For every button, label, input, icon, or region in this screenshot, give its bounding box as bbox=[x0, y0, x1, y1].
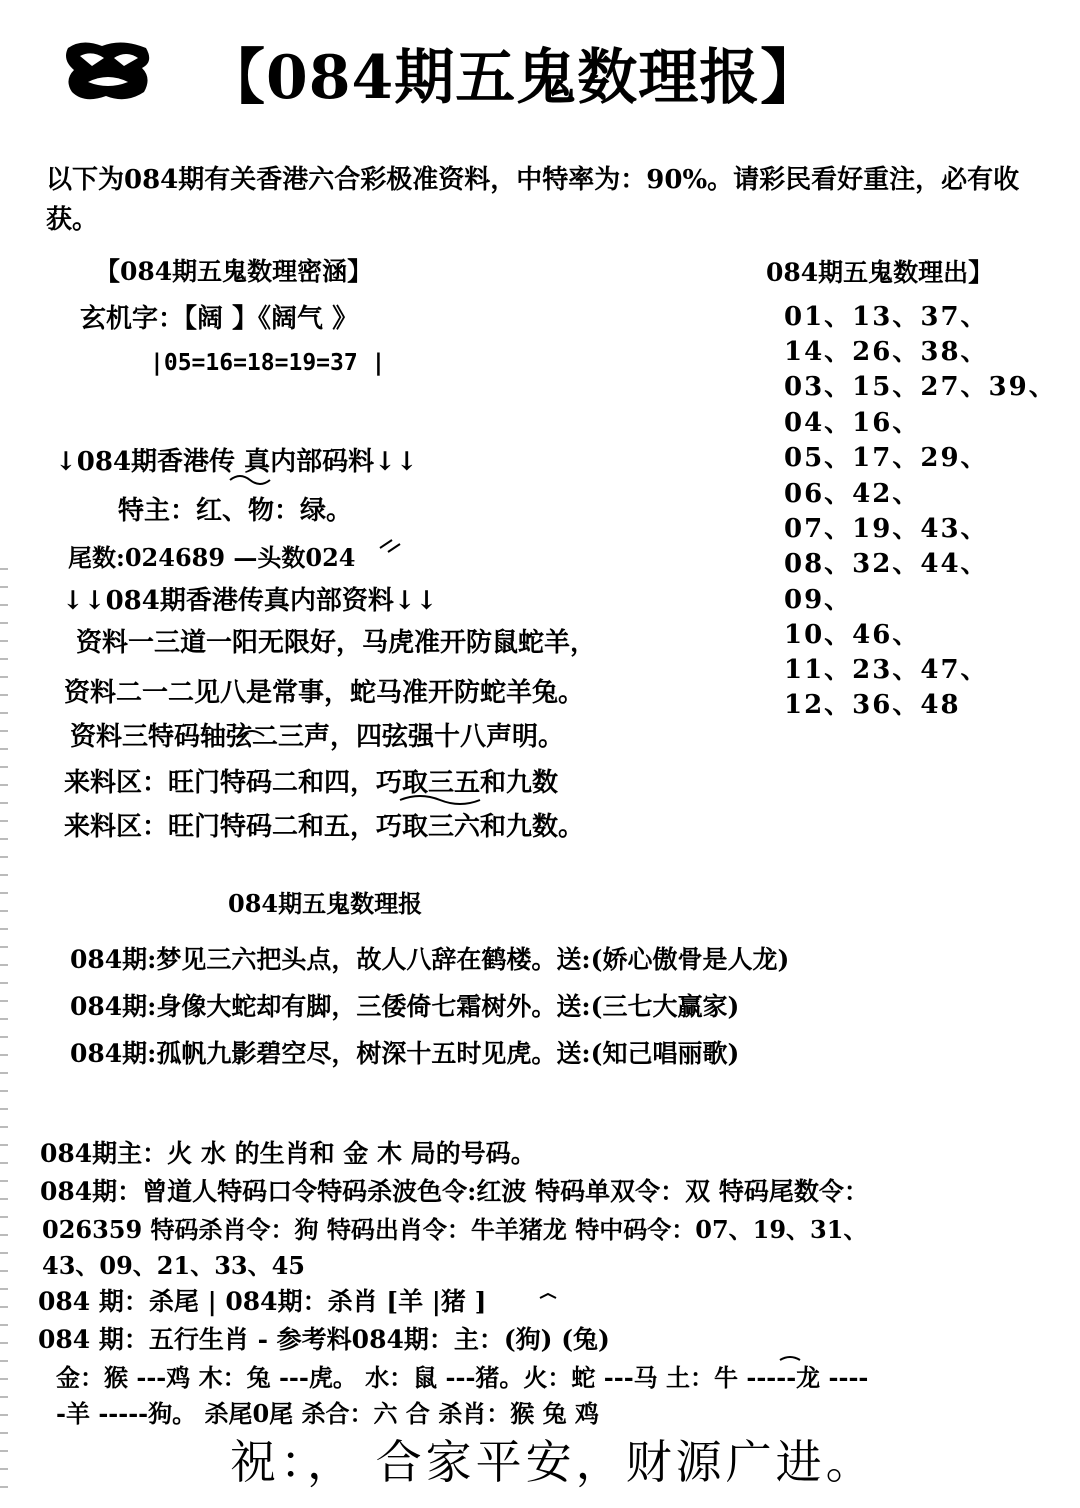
number-row: 10、46、 bbox=[784, 620, 921, 650]
blessing-text: 祝：， 合家平安，财源广进。 bbox=[230, 1435, 876, 1489]
number-row: 01、13、37、 bbox=[784, 302, 989, 332]
number-row: 12、36、48 bbox=[784, 690, 961, 720]
hk-title-1: ↓084期香港传 真内部码料↓↓ bbox=[55, 447, 418, 477]
bottom-line-2: 084期：曾道人特码口令特码杀波色令:红波 特码单双令：双 特码尾数令： bbox=[40, 1177, 869, 1206]
number-row: 04、16、 bbox=[784, 408, 921, 438]
info-row-2 bbox=[64, 672, 584, 709]
info-row-4 bbox=[64, 762, 558, 799]
info-text: 旺门特码二和五，巧取三六和九数。 bbox=[168, 812, 585, 842]
info-text: 旺门特码二和四，巧取三五和九数 bbox=[168, 768, 559, 798]
info-text: 三道一阳无限好，马虎准开防鼠蛇羊， bbox=[154, 628, 597, 658]
info-row-1 bbox=[76, 622, 596, 659]
xuanji-line: 玄机字：【阔 】《阔气 》 bbox=[80, 304, 359, 334]
info-label: 来料区： bbox=[64, 812, 169, 842]
number-row: 09、 bbox=[784, 585, 853, 615]
hk-title-2: ↓↓084期香港传真内部资料↓↓ bbox=[62, 586, 438, 616]
info-text: 一二见八是常事，蛇马准开防蛇羊兔。 bbox=[142, 678, 585, 708]
numbers-title: 084期五鬼数理出】 bbox=[766, 258, 994, 287]
bottom-line-1: 084期主：火 水 的生肖和 金 木 局的号码。 bbox=[40, 1139, 536, 1168]
info-label: 来料区： bbox=[64, 768, 169, 798]
info-row-3 bbox=[70, 716, 564, 753]
bottom-line-4: 43、09、21、33、45 bbox=[42, 1251, 305, 1280]
info-label: 资料一 bbox=[76, 628, 155, 658]
report-line: 084期:孤帆九影碧空尽，树深十五时见虎。送:(知己唱丽歌) bbox=[70, 1039, 740, 1068]
info-row-5 bbox=[64, 806, 584, 843]
bottom-line-7: 金：猴 ---鸡 木：兔 ---虎。 水：鼠 ---猪。火：蛇 ---马 土：牛 -----龙 ---- bbox=[56, 1363, 869, 1392]
report-line: 084期:梦见三六把头点，故人八辞在鹤楼。送:(娇心傲骨是人龙) bbox=[70, 945, 790, 974]
page-title: 【084期五鬼数理报】 bbox=[205, 43, 822, 113]
number-row: 11、23、47、 bbox=[784, 655, 989, 685]
tezhu-line: 特主：红、物：绿。 bbox=[118, 496, 353, 526]
bottom-line-3: 026359 特码杀肖令：狗 特码出肖令：牛羊猪龙 特中码令：07、19、31、 bbox=[42, 1215, 868, 1244]
scan-edge bbox=[0, 560, 8, 1500]
secret-title: 【084期五鬼数理密涵】 bbox=[95, 257, 373, 286]
info-label: 资料三 bbox=[70, 722, 149, 752]
number-row: 14、26、38、 bbox=[784, 337, 989, 367]
report-line: 084期:身像大蛇却有脚，三倭倚七霜树外。送:(三七大赢家) bbox=[70, 992, 740, 1021]
bottom-line-6: 084 期：五行生肖 - 参考料084期：主：(狗) (兔) bbox=[38, 1325, 610, 1354]
numbers-list bbox=[784, 296, 1074, 726]
ghost-logo-icon bbox=[62, 38, 154, 104]
number-row: 06、42、 bbox=[784, 479, 921, 509]
info-label: 资料二 bbox=[64, 678, 143, 708]
number-line: |05=16=18=19=37 | bbox=[150, 350, 386, 376]
number-row: 03、15、27、39、 bbox=[784, 372, 1057, 402]
number-row: 05、17、29、 bbox=[784, 443, 989, 473]
intro-text: 以下为084期有关香港六合彩极准资料，中特率为：90%。请彩民看好重注，必有收获。 bbox=[46, 165, 1020, 235]
bottom-line-5: 084 期：杀尾 | 084期：杀肖 [羊 |猪 ] bbox=[38, 1287, 487, 1316]
number-row: 08、32、44、 bbox=[784, 549, 989, 579]
number-row: 07、19、43、 bbox=[784, 514, 989, 544]
weishu-line: 尾数:024689 —头数024 bbox=[68, 543, 356, 572]
bottom-line-8: -羊 -----狗。 杀尾0尾 杀合：六 合 杀肖：猴 兔 鸡 bbox=[56, 1399, 599, 1428]
info-text: 特码轴弦二三声，四弦强十八声明。 bbox=[148, 722, 565, 752]
report-title: 084期五鬼数理报 bbox=[228, 889, 423, 918]
